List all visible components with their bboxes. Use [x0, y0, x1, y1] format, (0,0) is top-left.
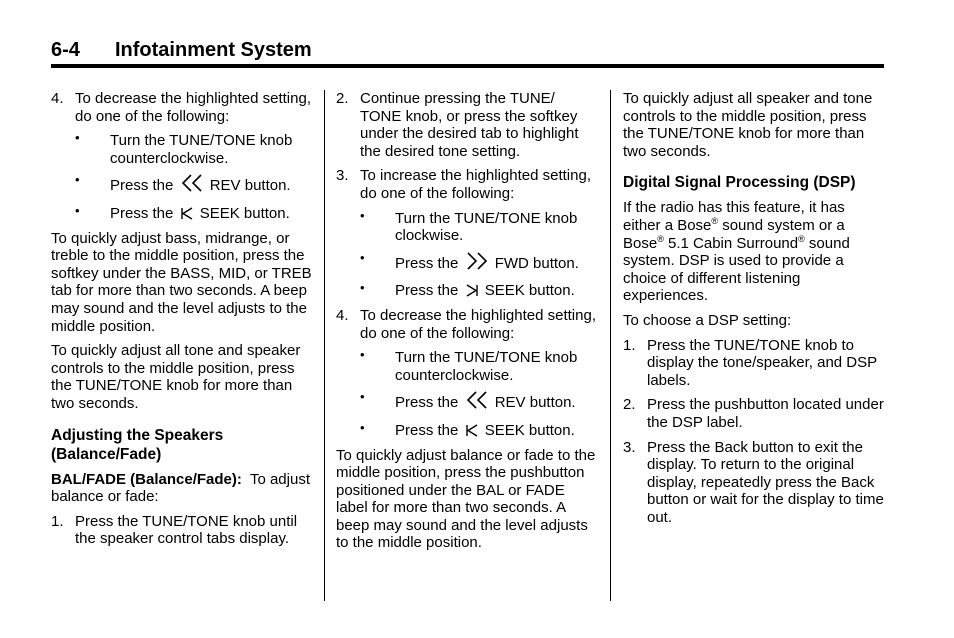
paragraph: To choose a DSP setting: [623, 311, 792, 329]
bullet-icon: • [75, 130, 80, 146]
registered-mark: ® [798, 233, 805, 244]
bullet-item: • Press the SEEK button. [360, 419, 575, 439]
paragraph: To quickly adjust all speaker and tone controls to the middle position, press the TUNE/TONE knob for more than two seconds. [623, 90, 873, 160]
column-1 [51, 90, 313, 555]
seek-forward-icon [465, 284, 479, 297]
bullet-item: • Turn the TUNE/TONE knob clockwise. [360, 207, 578, 245]
column-divider [324, 90, 325, 601]
list-item: 1. Press the TUNE/TONE knob to display the tone/speaker, and DSP labels. [623, 336, 877, 389]
bullet-icon: • [360, 389, 365, 405]
list-item: 4. To decrease the highlighted setting, do one of the following: [336, 306, 596, 342]
bullet-icon: • [360, 347, 365, 363]
bullet-icon: • [360, 419, 365, 435]
page-number: 6-4 [51, 39, 80, 61]
list-item: 1. Press the TUNE/TONE knob until the speaker control tabs display. [51, 512, 298, 548]
registered-mark: ® [711, 215, 719, 226]
list-item: 3. Press the Back button to exit the display. To return to the original display, repeatedly press the Back button or wait for the display to time out. [623, 438, 884, 526]
paragraph: If the radio has this feature, it has either a Bose® sound system or a Bose® 5.1 Cabin Surround® sound system. DSP is used to provide a choice of different listening experiences. [623, 199, 850, 305]
paragraph: To quickly adjust balance or fade to the middle position, press the pushbutton positioned under the BAL or FADE label for more than two seconds. A beep may sound and the level adjusts to the middle position. [336, 446, 596, 552]
bullet-item: • Press the SEEK button. [75, 202, 290, 222]
rewind-icon [180, 174, 204, 192]
paragraph: To quickly adjust all tone and speaker controls to the middle position, press the TUNE/TONE knob for more than two seconds. [51, 342, 301, 412]
bullet-item: • Press the FWD button. [360, 249, 579, 272]
bullet-item: • Press the SEEK button. [360, 280, 575, 300]
section-heading: Digital Signal Processing (DSP) [623, 174, 856, 192]
seek-back-icon [180, 207, 194, 220]
list-item: 3. To increase the highlighted setting, do one of the following: [336, 167, 591, 202]
list-item: 4. To decrease the highlighted setting, do one of the following: [51, 90, 311, 125]
bullet-item: • Press the REV button. [360, 389, 576, 412]
paragraph: To quickly adjust bass, midrange, or treble to the middle position, press the softkey under the BASS, MID, or TREB tab for more than two seconds. A beep may sound and the level adjusts to the middle position. [51, 229, 312, 335]
bullet-icon: • [75, 202, 80, 218]
bullet-item: • Turn the TUNE/TONE knob counterclockwise. [75, 130, 293, 167]
fast-forward-icon [465, 252, 489, 270]
bullet-item: • Turn the TUNE/TONE knob counterclockwise. [360, 347, 578, 384]
page-header [51, 37, 884, 68]
bullet-icon: • [360, 207, 365, 223]
column-3 [623, 90, 885, 533]
section-title: Infotainment System [115, 39, 312, 61]
rewind-icon [465, 391, 489, 409]
column-divider [610, 90, 611, 601]
bullet-item: • Press the REV button. [75, 172, 291, 195]
bullet-icon: • [75, 172, 80, 188]
bullet-icon: • [360, 280, 365, 296]
seek-back-icon [465, 424, 479, 437]
paragraph: BAL/FADE (Balance/Fade): To adjust balance or fade: [51, 470, 310, 506]
list-item: 2. Press the pushbutton located under the DSP label. [623, 396, 884, 431]
section-heading: Adjusting the Speakers (Balance/Fade) [51, 426, 224, 463]
registered-mark: ® [657, 233, 664, 244]
column-2 [336, 90, 599, 559]
list-item: 2. Continue pressing the TUNE/ TONE knob, or press the softkey under the desired tab to highlight the desired tone setting. [336, 90, 579, 160]
bullet-icon: • [360, 249, 365, 265]
